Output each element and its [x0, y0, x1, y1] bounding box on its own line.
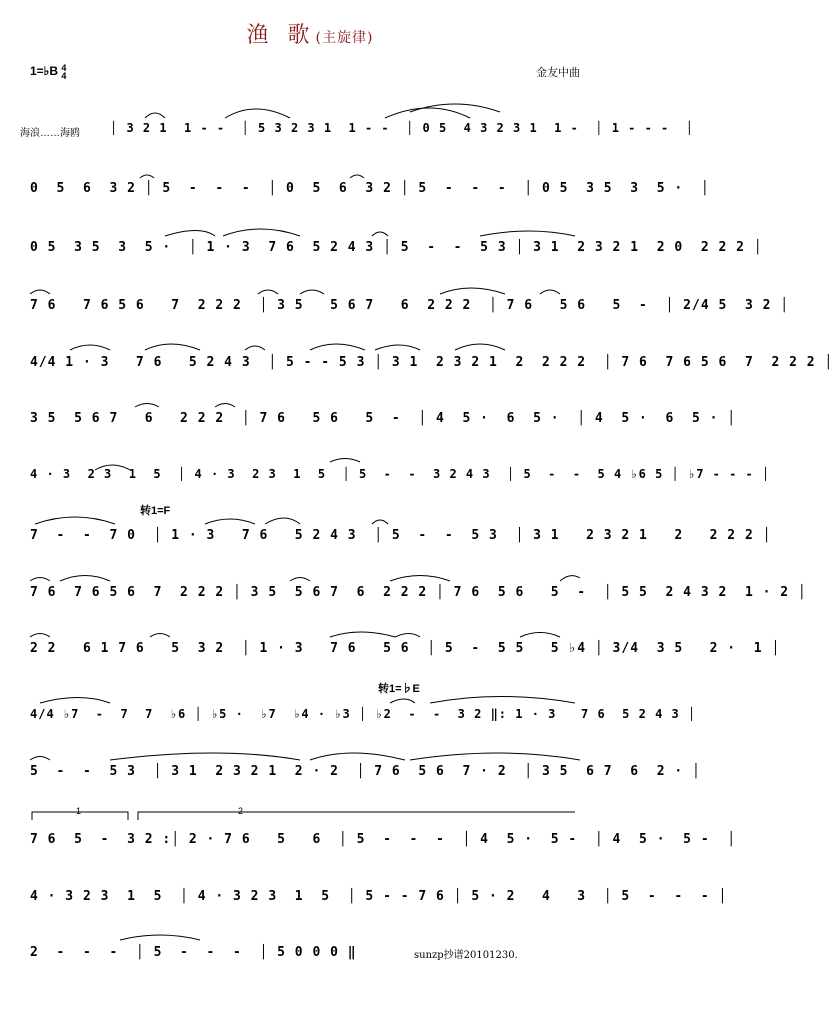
- slur-arc: [300, 290, 324, 294]
- slur-arc: [120, 935, 200, 940]
- slur-arc: [330, 632, 395, 637]
- score-line-8: 7 - - 7 0 │ 1 · 3 7 6 5 2 4 3 │ 5 - - 5 3 │ 3 1 2 3 2 1 2 2 2 2 │: [30, 528, 772, 543]
- slur-arc: [430, 697, 575, 704]
- modulation-eb: 转1=♭E: [378, 683, 420, 695]
- time-numerator: 4: [61, 63, 67, 73]
- volta-bracket-2: [138, 812, 575, 820]
- slur-arc: [110, 753, 300, 760]
- slur-arc: [372, 232, 388, 236]
- slur-arc: [30, 634, 50, 638]
- score-line-14: 4 · 3 2 3 1 5 │ 4 · 3 2 3 1 5 │ 5 - - 7 6 │ 5 · 2 4 3 │ 5 - - - │: [30, 889, 728, 904]
- slur-arc: [245, 346, 265, 350]
- key-text: 1=♭B: [30, 64, 59, 79]
- slur-arc: [310, 344, 365, 350]
- slur-arc: [290, 578, 310, 582]
- modulation-f: 转1=F: [140, 505, 171, 517]
- score-line-11: 4/4 ♭7 - 7 7 ♭6 │ ♭5 · ♭7 ♭4 · ♭3 │ ♭2 - - 3 2 ‖: 1 · 3 7 6 5 2 4 3 │: [30, 707, 697, 721]
- slur-arc: [350, 175, 364, 178]
- slur-arc: [395, 634, 420, 638]
- transcriber-note: sunzp抄谱20101230.: [414, 950, 518, 961]
- slur-arc: [265, 518, 300, 524]
- volta-1-label: 1: [76, 806, 82, 816]
- slur-arc: [205, 519, 255, 524]
- slur-arc: [385, 108, 470, 118]
- slur-arc: [30, 578, 50, 582]
- slur-arc: [95, 465, 130, 470]
- slur-arc: [410, 753, 580, 760]
- slur-arc: [145, 113, 165, 118]
- score-line-6: 3 5 5 6 7 6 2 2 2 │ 7 6 5 6 5 - │ 4 5 · 6 5 · │ 4 5 · 6 5 · │: [30, 411, 737, 426]
- slur-arc: [225, 109, 290, 118]
- slur-arc: [165, 231, 215, 237]
- score-line-13: 7 6 5 - 3 2 :│ 2 · 7 6 5 6 │ 5 - - - │ 4 5 · 5 - │ 4 5 · 5 - │: [30, 832, 737, 847]
- score-line-2: 0 5 6 3 2 │ 5 - - - │ 0 5 6 3 2 │ 5 - - - │ 0 5 3 5 3 5 · │: [30, 181, 710, 196]
- slur-arc: [390, 576, 450, 582]
- slur-arc: [145, 344, 200, 350]
- score-line-3: 0 5 3 5 3 5 · │ 1 · 3 7 6 5 2 4 3 │ 5 - - 5 3 │ 3 1 2 3 2 1 2 0 2 2 2 │: [30, 240, 763, 255]
- slur-arc: [310, 753, 405, 760]
- score-line-9: 7 6 7 6 5 6 7 2 2 2 │ 3 5 5 6 7 6 2 2 2 │ 7 6 5 6 5 - │ 5 5 2 4 3 2 1 · 2 │: [30, 585, 807, 600]
- score-line-15: 2 - - - │ 5 - - - │ 5 0 0 0 ‖: [30, 945, 357, 960]
- slur-arc: [223, 229, 300, 236]
- score-line-4: 7 6 7 6 5 6 7 2 2 2 │ 3 5 5 6 7 6 2 2 2 │ 7 6 5 6 5 - │ 2/4 5 3 2 │: [30, 298, 790, 313]
- slur-arc: [35, 517, 115, 524]
- score-line-1: │ 3 2 1 1 - - │ 5 3 2 3 1 1 - - │ 0 5 4 3 2 3 1 1 - │ 1 - - - │: [110, 121, 694, 135]
- slur-arc: [540, 290, 560, 294]
- slur-arc: [150, 634, 170, 638]
- slur-arc: [372, 520, 388, 524]
- volta-2-label: 2: [238, 806, 244, 816]
- subtitle-text: (主旋律): [315, 30, 374, 46]
- score-line-5: 4/4 1 · 3 7 6 5 2 4 3 │ 5 - - 5 3 │ 3 1 2 3 2 1 2 2 2 2 │ 7 6 7 6 5 6 7 2 2 2 │: [30, 355, 833, 370]
- slur-arc: [560, 576, 580, 581]
- slur-arc: [60, 576, 110, 582]
- slur-arc: [70, 345, 110, 350]
- slur-arc: [30, 290, 50, 294]
- score-line-10: 2 2 6 1 7 6 5 3 2 │ 1 · 3 7 6 5 6 │ 5 - 5 5 5 ♭4 │ 3/4 3 5 2 · 1 │: [30, 641, 781, 656]
- slur-arc: [40, 698, 110, 704]
- time-denominator: 4: [61, 71, 67, 81]
- slur-arc: [480, 231, 575, 236]
- slur-arc: [30, 757, 50, 761]
- slur-arc: [440, 288, 505, 294]
- score-line-12: 5 - - 5 3 │ 3 1 2 3 2 1 2 · 2 │ 7 6 5 6 7 · 2 │ 3 5 6 7 6 2 · │: [30, 764, 701, 779]
- slur-arc: [455, 344, 505, 350]
- slur-arc: [390, 699, 415, 703]
- slur-arc: [258, 290, 278, 294]
- slur-arc: [135, 404, 159, 408]
- slur-arc: [215, 404, 235, 408]
- slur-arc: [140, 175, 154, 178]
- slur-arc: [410, 104, 500, 112]
- title-text: 渔 歌: [246, 23, 316, 48]
- intro-text: 海浪……海鸥: [20, 128, 80, 139]
- score-line-7: 4 · 3 2 3 1 5 │ 4 · 3 2 3 1 5 │ 5 - - 3 2 4 3 │ 5 - - 5 4 ♭6 5 │ ♭7 - - - │: [30, 467, 771, 481]
- slur-arc: [375, 345, 420, 350]
- composer: 金友中曲: [536, 66, 580, 79]
- slur-arc: [330, 459, 360, 463]
- volta-bracket-1: [32, 812, 128, 820]
- slur-arc: [520, 633, 560, 638]
